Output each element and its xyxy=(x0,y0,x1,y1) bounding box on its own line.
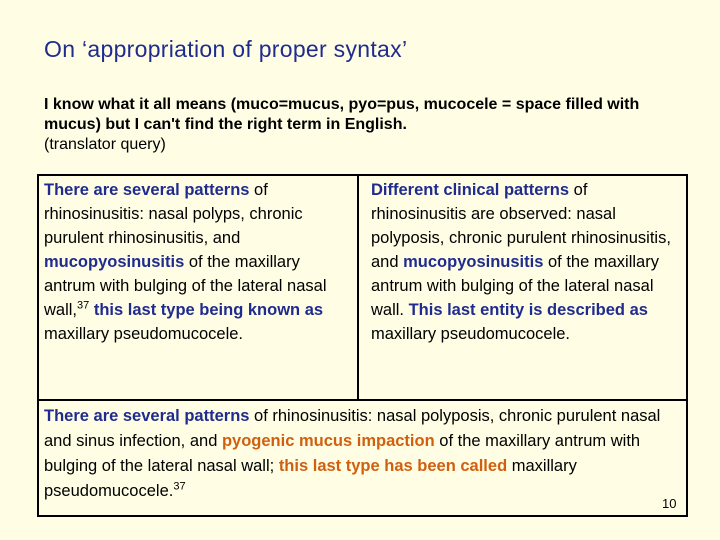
left-highlight-2: mucopyosinusitis xyxy=(44,253,185,271)
right-highlight-2: mucopyosinusitis xyxy=(403,253,544,271)
bottom-reference: 37 xyxy=(173,480,186,493)
query-text: I know what it all means (muco=mucus, pyo=pus, mucocele = space filled with mucus) but I can't find the right term in English. xyxy=(44,96,640,133)
bottom-highlight-1: There are several patterns xyxy=(44,407,250,425)
query-note: (translator query) xyxy=(44,136,166,153)
translator-query xyxy=(44,95,684,155)
right-text-1: of rhinosinusitis are observed: nasal polyposis, chronic purulent rhinosinusitis, and xyxy=(371,181,671,271)
bottom-text-1: of rhinosinusitis: nasal polyposis, chronic purulent nasal and sinus infection, and xyxy=(44,407,661,450)
bottom-orange-2: this last type has been called xyxy=(278,457,508,475)
bottom-orange-1: pyogenic mucus impaction xyxy=(221,432,435,450)
left-highlight-1: There are several patterns xyxy=(44,181,250,199)
left-reference: 37 xyxy=(77,299,90,312)
revised-text-column xyxy=(371,178,683,346)
right-text-2: of the maxillary antrum with bulging of the lateral nasal wall. xyxy=(371,253,659,319)
final-version-text xyxy=(44,404,684,504)
left-text-3: maxillary pseudomucocele. xyxy=(44,325,244,343)
original-text-column xyxy=(44,178,352,346)
table-divider xyxy=(357,174,359,401)
left-highlight-3: this last type being known as xyxy=(89,301,324,319)
slide-title: On ‘appropriation of proper syntax’ xyxy=(44,36,408,62)
right-text-3: maxillary pseudomucocele. xyxy=(371,325,571,343)
right-highlight-1: Different clinical patterns xyxy=(371,181,570,199)
right-highlight-3: This last entity is described as xyxy=(408,301,648,319)
left-text-2: of the maxillary antrum with bulging of the lateral nasal wall, xyxy=(44,253,327,319)
bottom-text-2: of the maxillary antrum with bulging of the lateral nasal wall; xyxy=(44,432,641,475)
bottom-text-3: maxillary pseudomucocele. xyxy=(44,457,577,500)
page-number: 10 xyxy=(662,496,677,511)
left-text-1: of rhinosinusitis: nasal polyps, chronic purulent rhinosinusitis, and xyxy=(44,181,303,247)
